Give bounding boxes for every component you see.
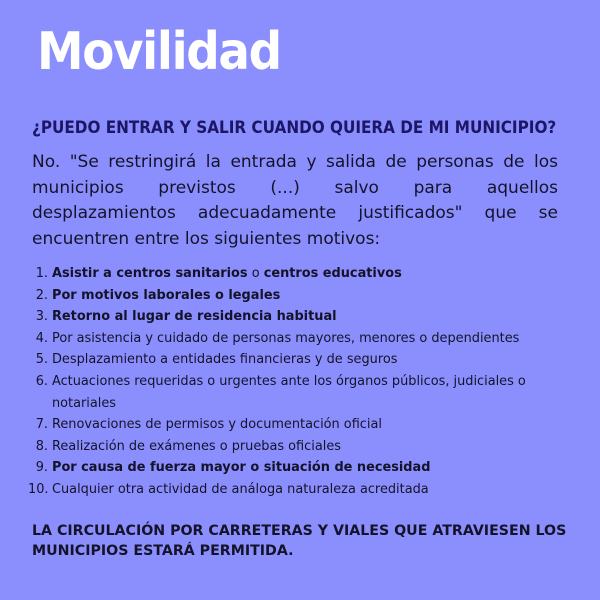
reason-separator: o	[247, 266, 264, 281]
list-text: Actuaciones requeridas o urgentes ante los órganos públicos, judiciales o notariales	[52, 373, 526, 411]
list-text: Retorno al lugar de residencia habitual	[52, 309, 337, 325]
footer-note: LA CIRCULACIÓN POR CARRETERAS Y VIALES QUE ATRAVIESEN LOS MUNICIPIOS ESTARÁ PERMITIDA.	[32, 523, 567, 559]
list-number: 5.	[35, 352, 48, 368]
list-item	[28, 306, 558, 328]
list-item	[28, 414, 558, 436]
reason-text-sanitarios: Asistir a centros sanitarios	[52, 266, 248, 281]
reasons-list	[28, 263, 558, 501]
list-item	[28, 457, 558, 479]
list-item	[28, 263, 558, 285]
list-item	[28, 479, 558, 501]
list-number: 3.	[35, 309, 48, 325]
list-item	[28, 371, 558, 414]
list-number: 6.	[35, 373, 48, 389]
list-number: 1.	[35, 266, 48, 281]
list-item	[28, 328, 558, 350]
intro-paragraph: No. "Se restringirá la entrada y salida de personas de los municipios previstos (...) salvo para aquellos desplazamientos adecuadamente justificados" que se encuentren entre los siguientes motivos:	[32, 152, 558, 249]
list-item	[28, 285, 558, 307]
list-text: Realización de exámenes o pruebas oficiales	[52, 438, 341, 454]
question-heading: ¿PUEDO ENTRAR Y SALIR CUANDO QUIERA DE MI MUNICIPIO?	[32, 118, 557, 137]
list-text	[52, 263, 558, 285]
list-number: 9.	[35, 460, 48, 476]
list-text: Por motivos laborales o legales	[52, 287, 281, 303]
list-number: 7.	[35, 417, 48, 433]
reason-text-educativos: centros educativos	[263, 266, 402, 281]
list-item	[28, 349, 558, 371]
list-text: Renovaciones de permisos y documentación oficial	[52, 417, 382, 433]
list-number: 10.	[28, 481, 49, 497]
list-text: Por asistencia y cuidado de personas mayores, menores o dependientes	[52, 330, 520, 346]
list-number: 2.	[35, 287, 48, 303]
page-title: Movilidad	[37, 22, 281, 82]
list-text: Por causa de fuerza mayor o situación de necesidad	[52, 460, 431, 476]
list-number: 8.	[35, 438, 48, 454]
list-item	[28, 436, 558, 458]
list-text: Desplazamiento a entidades financieras y de seguros	[52, 352, 398, 368]
list-number: 4.	[35, 330, 48, 346]
list-text: Cualquier otra actividad de análoga naturaleza acreditada	[52, 481, 429, 497]
